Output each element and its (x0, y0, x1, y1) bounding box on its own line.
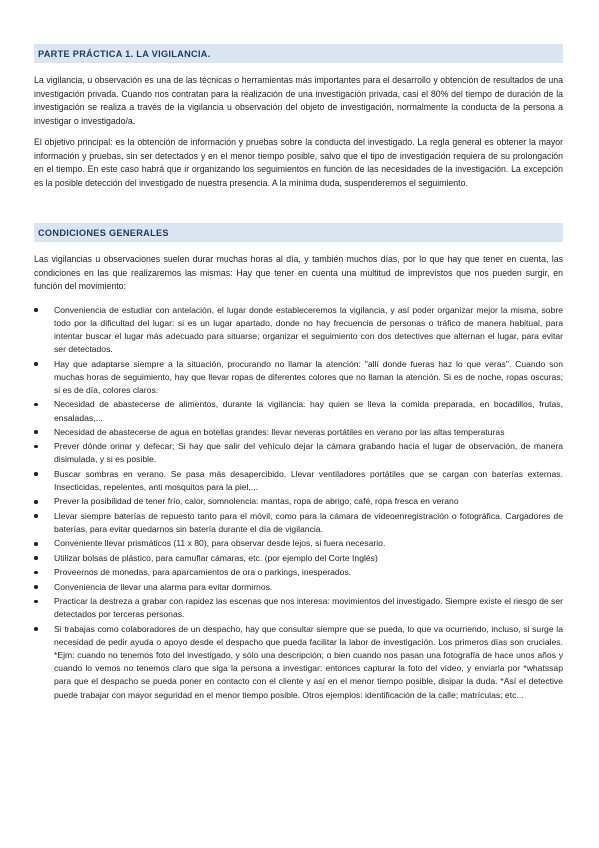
paragraph-intro: La vigilancia, u observación es una de las técnicas o herramientas más importantes para el desarrollo y obtención de resultados de una investigación privada. Cuando nos contratan para la realización de una investigación privada, casi el 80% del tiempo de duración de la investigación se realiza a través de la vigilancia u observación del objeto de investigación, normalmente la conducta de la persona a investigar o investigado/a. (34, 75, 563, 126)
list-item-text: Proveernos de monedas, para aparcamientos de ora o parkings, inesperados. (54, 567, 352, 578)
section-heading-condiciones: CONDICIONES GENERALES (34, 223, 563, 242)
paragraph-condiciones-intro: Las vigilancias u observaciones suelen durar muchas horas al día, y también muchos días, por lo que hay que tener en cuenta, las condiciones en las que realizaremos las mismas: Hay que tener en cuenta una multitud de imprevistos que nos pueden surgir, en función del movimiento: (34, 254, 563, 291)
list-item (34, 581, 563, 594)
list-item-text: Necesidad de abastecerse de agua en botellas grandes: llevar neveras portátiles en verano por las altas temperaturas (54, 426, 505, 437)
bullet-icon (34, 556, 38, 560)
bullet-icon (34, 362, 38, 366)
list-item (34, 537, 563, 550)
bullet-icon (34, 542, 38, 546)
bullet-icon (34, 445, 38, 449)
section-heading-vigilancia: PARTE PRÁCTICA 1. LA VIGILANCIA. (34, 44, 563, 63)
bullet-icon (34, 600, 38, 604)
bullet-icon (34, 585, 38, 589)
list-item (34, 623, 563, 702)
list-item-text: Prever dónde orinar y defecar; Si hay que salir del vehículo dejar la cámara grabando hacia el lugar de observación, de manera disimulada, y si es posible. (54, 441, 563, 465)
bullet-icon (34, 500, 38, 504)
bullet-icon (34, 627, 38, 631)
list-item (34, 552, 563, 565)
conditions-list (34, 304, 563, 702)
list-item-text: Buscar sombras en verano. Se pasa más desapercibido. Llevar ventiladores portátiles que se cargan con baterías externas. Insecticidas, repelentes, anti mosquitos para la piel,... (54, 468, 563, 493)
bullet-icon (34, 403, 38, 407)
list-item (34, 495, 563, 508)
paragraph-objetivo: El objetivo principal: es la obtención de información y pruebas sobre la conducta del investigado. La regla general es obtener la mayor información y pruebas, sin ser detectados y en el menor tiempo posible, salvo que el tipo de investigación requiera de su prolongación en el tiempo. En este caso habrá que ir organizando los seguimientos en función de las necesidades de la investigación. La excepción es la posible detección del investigado de nuestra presencia. A la mínima duda, suspenderemos el seguimiento. (34, 137, 563, 188)
list-item (34, 510, 563, 536)
bullet-icon (34, 472, 38, 476)
list-item (34, 304, 563, 357)
list-item-text: Necesidad de abastecerse de alimentos, durante la vigilancia: hay quien se lleva la comida preparada, en bocadillos, frutas, ensaladas,... (54, 399, 563, 423)
list-item-text: Si trabajas como colaboradores de un despacho, hay que consultar siempre que se pueda, lo que va ocurriendo, incluso, si surge la necesidad de pedir ayuda o apoyo desde el despacho que pueda facilitar la labor de investigación. Los primeros días son cruciales. *Ejm: cuando no tenemos foto del investigado, y sólo una descripción; o bien cuando nos pasan una fotografía de hace unos años y cuando lo vemos no tenemos claro que siga la persona a investigar: entonces capturar la foto del vídeo, y enviarla por *whatssap para que el despacho se pueda poner en contacto con el cliente y así en el menor tiempo posible, disipar la duda. *Así el detective puede trabajar con mayor seguridad en el menor tiempo posible. Otros ejemplos: identificación de la calle; matrículas; etc... (54, 623, 563, 700)
list-item (34, 358, 563, 398)
list-item (34, 426, 563, 439)
bullet-icon (34, 571, 38, 575)
bullet-icon (34, 514, 38, 518)
list-item-text: Llevar siempre baterías de repuesto tanto para el móvil, como para la cámara de videoenregistración o fotográfica. Cargadores de baterías, para evitar quedarnos sin batería durante el día de vigilancia. (54, 510, 563, 535)
bullet-icon (34, 430, 38, 434)
list-item (34, 440, 563, 466)
list-item-text: Conveniencia de llevar una alarma para evitar dormirnos. (54, 581, 273, 592)
list-item (34, 595, 563, 621)
list-item-text: Utilizar bolsas de plástico, para camuflar cámaras, etc. (por ejemplo del Corte Inglés) (54, 552, 378, 563)
list-item-text: Hay que adaptarse siempre a la situación, procurando no llamar la atención: "allí donde fueras haz lo que veras". Cuando son muchas horas de seguimiento, hay que llevar ropas de diferentes colores que no llaman la atención. Si es de noche, ropas oscuras; si es de día, colores claros. (54, 358, 563, 395)
list-item (34, 398, 563, 424)
list-item (34, 468, 563, 494)
list-item-text: Conveniencia de estudiar con antelación, el lugar donde estableceremos la vigilancia, y así poder organizar mejor la misma, sobre todo por la dificultad del lugar: si es un lugar apartado, donde no hay frecuencia de personas o tráfico de manera habitual, para intentar buscar el lugar más adecuado para situarse; organizar el seguimiento con dos detectives que alternan el lugar, para evitar ser detectados. (54, 304, 563, 355)
bullet-icon (34, 308, 38, 312)
list-item-text: Conveniente llevar prismáticos (11 x 80), para observar desde lejos, si fuera necesario. (54, 538, 386, 549)
list-item (34, 566, 563, 579)
list-item-text: Practicar la destreza a grabar con rapidez las escenas que nos interesa: movimientos del investigado. Siempre existe el riesgo de ser detectados por terceras personas. (54, 596, 563, 620)
list-item-text: Prever la posibilidad de tener frío, calor, somnolencia: mantas, ropa de abrigo, café, ropa fresca en verano (54, 496, 459, 507)
